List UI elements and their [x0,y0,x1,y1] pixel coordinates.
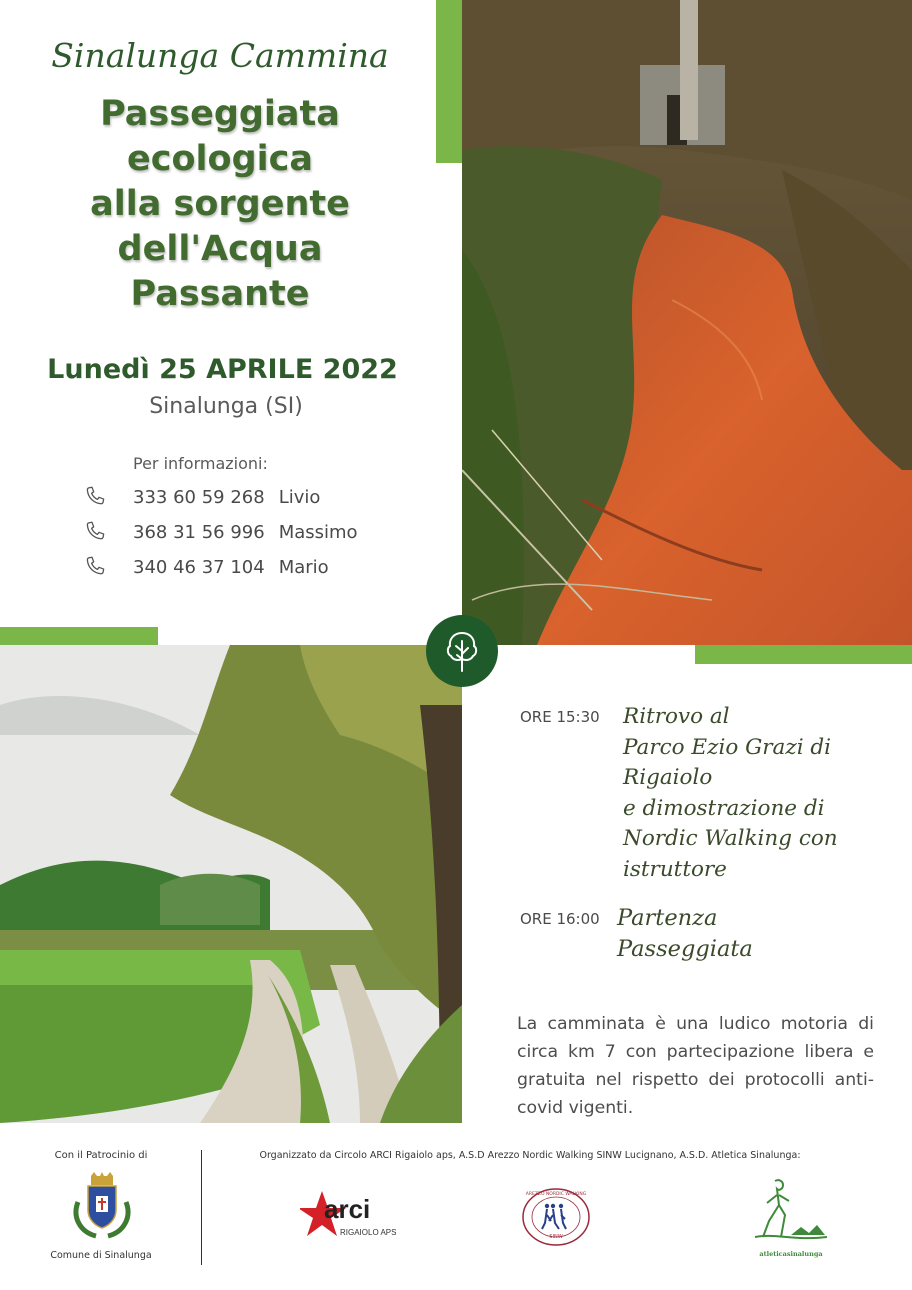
contact-number[interactable]: 333 60 59 268 [133,486,265,508]
comune-label: Comune di Sinalunga [50,1250,152,1261]
arci-logo [300,1188,400,1243]
phone-icon [82,519,108,545]
atletica-logo [755,1175,827,1265]
phone-icon [82,484,108,510]
nordic-walking-logo [521,1187,591,1247]
info-label: Per informazioni: [133,454,268,473]
nordic-ring-text: AREZZO NORDIC WALKING [525,1192,587,1197]
organizers-text: Organizzato da Circolo ARCI Rigaiolo aps, A.S.D Arezzo Nordic Walking SINW Lucignano, A.S.D. Atletica Sinalunga: [259,1150,801,1161]
event-description: La camminata è una ludico motoria di circa km 7 con partecipazione libera e gratuita nel rispetto dei protocolli anti-covid vigenti. [517,1014,874,1118]
arci-wordmark: arci [324,1194,371,1224]
event-line: Rigaiolo [623,765,713,790]
event-line: Passeggiata [617,935,753,962]
title-line: Passeggiata [100,94,340,134]
atletica-text: atleticasinalunga [759,1250,823,1258]
contact-row [82,517,358,547]
event-line: Parco Ezio Grazi di [623,734,832,760]
schedule-time: ORE 15:30 [520,708,600,726]
nordic-bottom-text: SINW [549,1234,563,1240]
phone-icon [82,554,108,580]
event-place: Sinalunga (SI) [149,394,303,419]
contact-number[interactable]: 340 46 37 104 [133,556,265,578]
footer-divider [201,1150,202,1265]
event-line: e dimostrazione di [623,795,825,821]
event-line: istruttore [623,856,727,882]
schedule-time: ORE 16:00 [520,910,600,928]
title-line: alla sorgente [90,184,350,224]
comune-crest [70,1172,134,1240]
event-date: Lunedì 25 APRILE 2022 [47,354,398,385]
contact-number[interactable]: 368 31 56 996 [133,521,265,543]
tree-icon [442,629,482,673]
contact-name: Mario [278,556,329,578]
tree-badge [426,615,498,687]
event-line: Nordic Walking con [623,826,838,851]
contact-name: Massimo [278,521,358,543]
schedule-event [623,702,838,885]
contact-name: Livio [278,486,321,508]
schedule-event [617,903,753,964]
event-line: Partenza [617,905,718,931]
event-line: Ritrovo al [623,704,730,729]
title-line: dell'Acqua [117,229,323,269]
stream-photo [462,0,912,645]
contact-row [82,482,320,512]
event-series-title: Sinalunga Cammina [51,36,389,75]
arci-subtitle: RIGAIOLO APS [340,1228,397,1237]
countryside-photo [0,645,462,1123]
title-line: ecologica [127,139,313,179]
event-title [20,92,420,317]
title-line: Passante [130,274,310,314]
contact-row [82,552,329,582]
patronage-label: Con il Patrocinio di [54,1150,148,1161]
